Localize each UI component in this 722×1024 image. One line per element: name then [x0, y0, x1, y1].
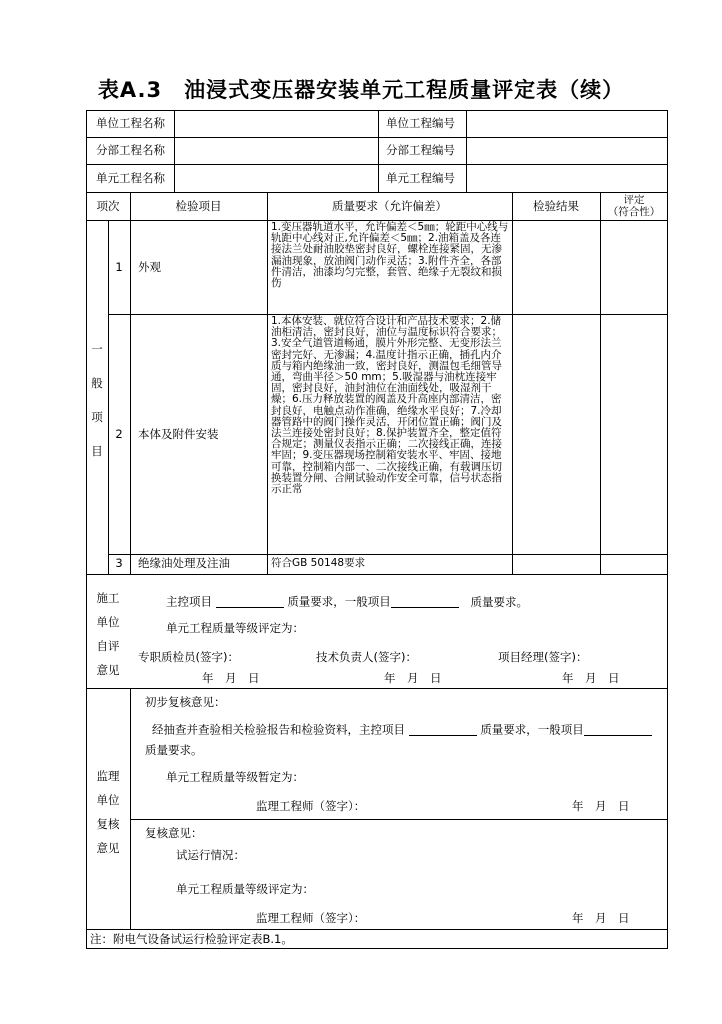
trial-run: 试运行情况：	[176, 848, 245, 862]
col-grade-sub: （符合性）	[607, 206, 661, 218]
general-blank[interactable]	[391, 596, 459, 608]
tech-lead-date: 年 月 日	[384, 671, 442, 685]
item-1-requirement: 1.变压器轨道水平，允许偏差＜5㎜；轮距中心线与轨距中心线对正,允许偏差＜5㎜；2.油箱盖及各连接法兰处耐油胶垫密封良好，螺栓连接紧固，无渗漏油现象，放油阀门动作灵活；3.附件齐全，各部件清洁，油漆均匀完整，套管、绝缘子无裂纹和损伤	[271, 221, 509, 290]
final-grade: 单元工程质量等级评定为：	[176, 882, 314, 896]
col-check-item: 检验项目	[175, 199, 222, 213]
initial-review-end: 质量要求。	[145, 743, 203, 757]
pm-date: 年 月 日	[562, 671, 620, 685]
col-result: 检验结果	[533, 199, 579, 213]
main-blank[interactable]	[216, 596, 284, 608]
general-items-label: 一 般 项 目	[91, 342, 103, 458]
self-eval-main-line: 主控项目 质量要求，一般项目 质量要求。	[166, 594, 528, 609]
inspector-date: 年 月 日	[202, 671, 260, 685]
item-2-requirement: 1.本体安装、就位符合设计和产品技术要求；2.储油柜清洁，密封良好，油位与温度标识符合要求；3.安全气道管道畅通，膜片外形完整、无变形法兰密封完好、无渗漏；4.温度计指示正确，插孔内介质与箱内绝缘油一致，密封良好，测温包毛细管导通，弯曲半径＞50 mm；5.吸湿器与油枕连接牢固，密封良好，油封油位在油面线处，吸湿剂干燥；6.压力释放装置的阀盖及升高座内部清洁，密封良好，电触点动作准确，绝缘水平良好；7.冷却器管路中的阀门操作灵活，开闭位置正确；阀门及法兰连接处密封良好；8.保护装置齐全，整定值符合规定；测量仪表指示正确；二次接线正确，连接牢固；9.变压器现场控制箱安装水平、牢固、接地可靠，控制箱内部一、二次接线正确，有载调压切换装置分闸、合闸试验动作安全可靠，信号状态指示正常	[271, 315, 502, 496]
item-2-no: 2	[115, 427, 123, 441]
self-eval-grade: 单元工程质量等级评定为：	[166, 621, 304, 635]
item-1-no: 1	[115, 260, 123, 274]
engineer-date-1: 年 月 日	[572, 799, 630, 813]
initial-review-text: 经抽查并查验相关检验报告和检验资料，主控项目 质量要求，一般项目	[152, 724, 652, 736]
unit-project-name-label: 单位工程名称	[96, 116, 165, 130]
col-item-no: 项次	[96, 199, 120, 213]
engineer-date-2: 年 月 日	[572, 911, 630, 925]
supervision-general-blank[interactable]	[584, 724, 652, 736]
supervision-label: 监理 单位 复核 意见	[96, 769, 120, 855]
col-grade: 评定	[623, 194, 645, 206]
footnote: 注：附电气设备试运行检验评定表B.1。	[90, 932, 293, 946]
engineer-sign-2: 监理工程师（签字）：	[256, 911, 366, 925]
item-3-requirement: 符合GB 50148要求	[271, 557, 366, 569]
temp-grade: 单元工程质量等级暂定为：	[166, 770, 304, 784]
inspector-sign: 专职质检员(签字)：	[138, 650, 239, 664]
pm-sign: 项目经理(签字)：	[498, 650, 588, 664]
element-project-name-label: 单元工程名称	[96, 171, 165, 185]
page-title: 表A.3 油浸式变压器安装单元工程质量评定表（续）	[97, 78, 625, 102]
unit-project-code-label: 单位工程编号	[386, 116, 455, 130]
item-3-name: 绝缘油处理及注油	[138, 556, 230, 570]
item-1-name: 外观	[138, 260, 161, 274]
initial-review-title: 初步复核意见：	[145, 695, 226, 709]
division-project-code-label: 分部工程编号	[386, 143, 455, 157]
engineer-sign-1: 监理工程师（签字）：	[256, 799, 366, 813]
element-project-code-label: 单元工程编号	[386, 171, 455, 185]
tech-lead-sign: 技术负责人(签字)：	[316, 650, 417, 664]
division-project-name-label: 分部工程名称	[96, 143, 165, 157]
supervision-main-blank[interactable]	[409, 724, 477, 736]
review-title: 复核意见：	[145, 826, 203, 840]
self-eval-label: 施工 单位 自评 意见	[96, 591, 120, 677]
col-quality-req: 质量要求（允许偏差）	[332, 199, 447, 213]
item-2-name: 本体及附件安装	[138, 427, 219, 441]
item-3-no: 3	[115, 556, 123, 570]
